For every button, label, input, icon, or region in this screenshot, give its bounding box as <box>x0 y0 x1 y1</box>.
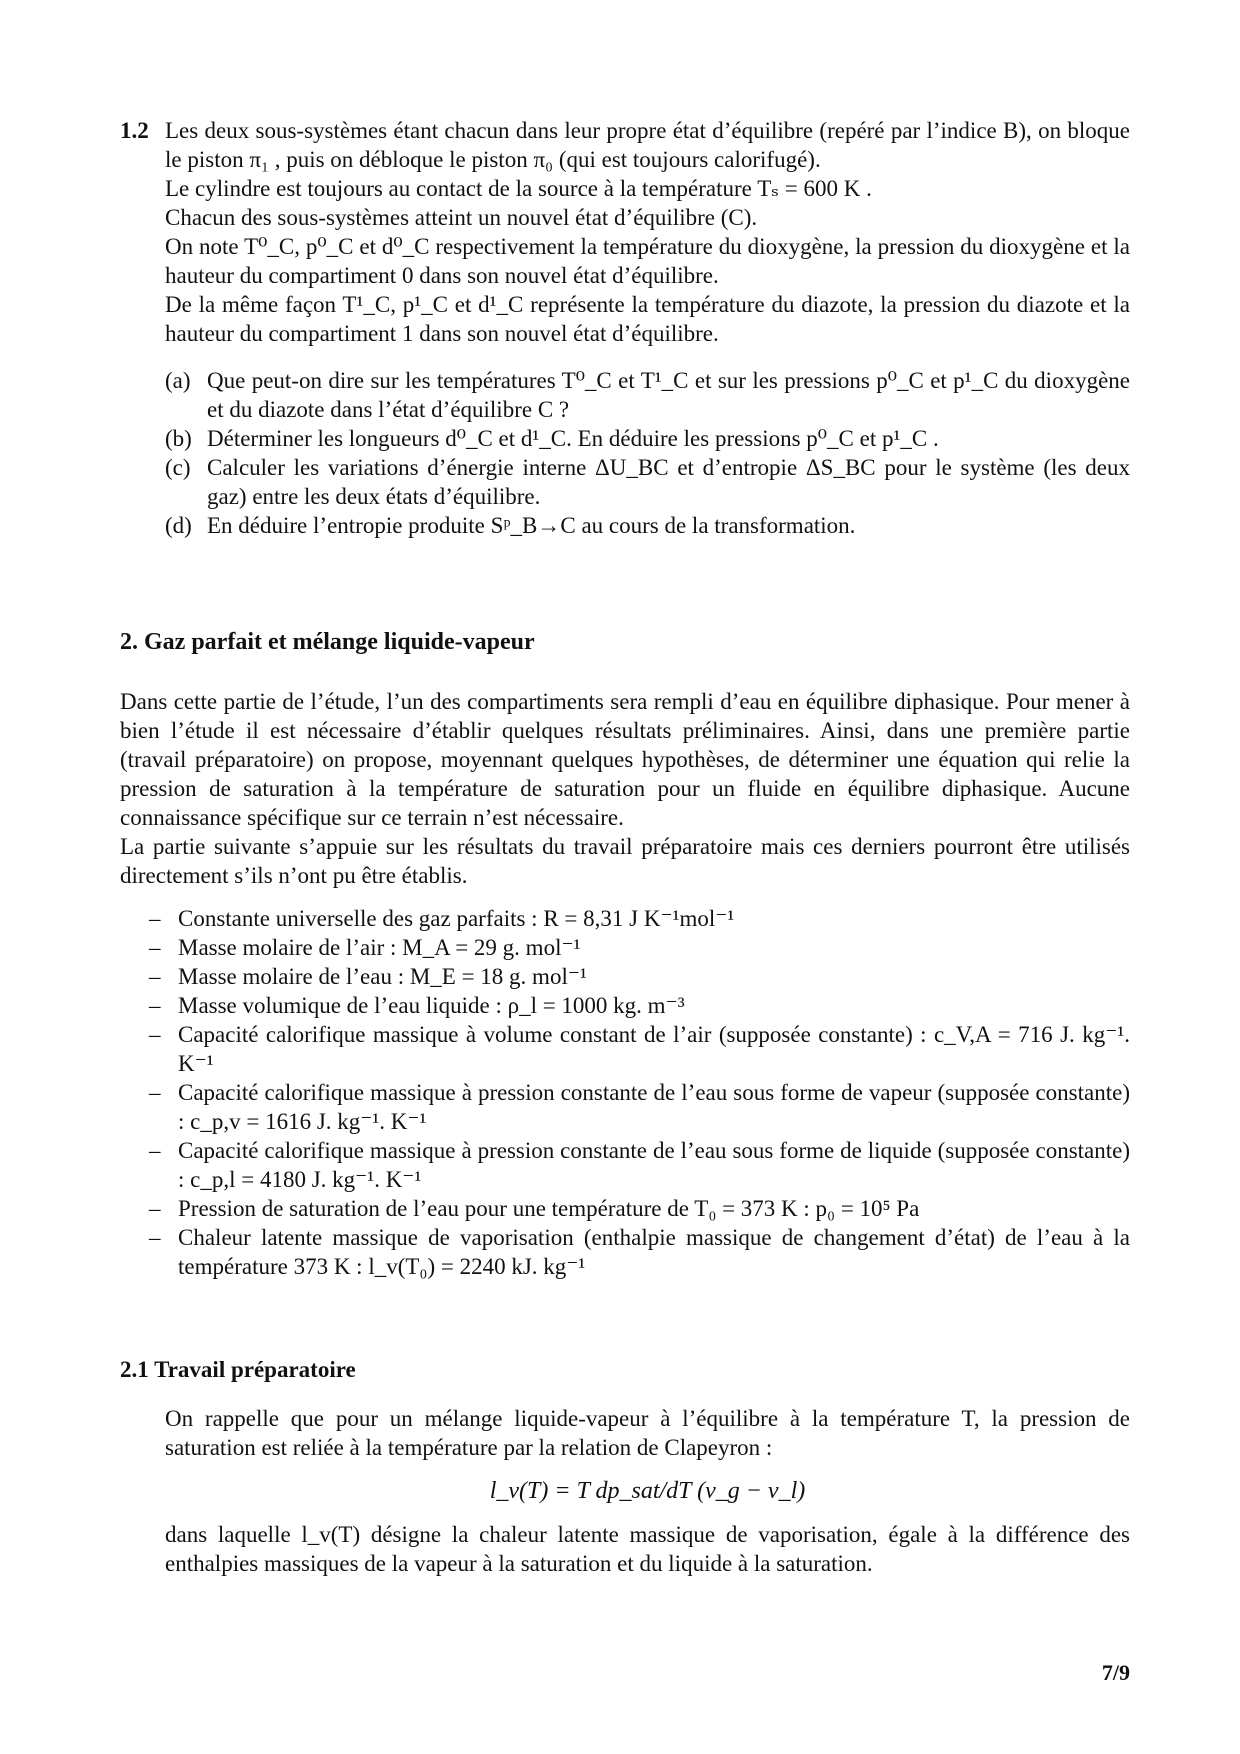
list-item: – Capacité calorifique massique à volume constant de l’air (supposée constante) : c_V,A = 716 J. kg⁻¹. K⁻¹ <box>149 1022 1130 1076</box>
q12-paragraph: On note T⁰_C, p⁰_C et d⁰_C respectivement la température du dioxygène, la pression du dioxygène et la hauteur du compartiment 0 dans son nouvel état d’équilibre. <box>165 234 1130 288</box>
list-item: – Chaleur latente massique de vaporisation (enthalpie massique de changement d’état) de l’eau à la température 373 K : l_v(T₀) = 2240 kJ. kg⁻¹ <box>149 1225 1130 1279</box>
list-item: – Capacité calorifique massique à pression constante de l’eau sous forme de vapeur (supposée constante) : c_p,v = 1616 J. kg⁻¹. K⁻¹ <box>149 1080 1130 1134</box>
q12-paragraph: Chacun des sous-systèmes atteint un nouvel état d’équilibre (C). <box>165 205 758 230</box>
section-2 <box>120 628 1130 1281</box>
list-item: – Constante universelle des gaz parfaits : R = 8,31 J K⁻¹mol⁻¹ <box>149 906 735 931</box>
subquestion-b <box>165 424 1130 453</box>
subquestion-label: (a) <box>165 368 191 393</box>
constants-list <box>120 904 1130 1281</box>
subquestion-c <box>165 453 1130 511</box>
page-number: 7/9 <box>1101 1660 1130 1685</box>
question-1-2 <box>120 116 1130 540</box>
list-item: – Masse molaire de l’eau : M_E = 18 g. mol⁻¹ <box>149 964 587 989</box>
section-intro: La partie suivante s’appuie sur les résultats du travail préparatoire mais ces derniers pourront être utilisés directement s’ils n’ont pu être établis. <box>120 834 1130 888</box>
clapeyron-formula: l_v(T) = T dp_sat/dT (v_g − v_l) <box>489 1478 806 1504</box>
list-item: – Capacité calorifique massique à pression constante de l’eau sous forme de liquide (supposée constante) : c_p,l = 4180 J. kg⁻¹. K⁻¹ <box>149 1138 1130 1192</box>
subquestion-text: Que peut-on dire sur les températures T⁰_C et T¹_C et sur les pressions p⁰_C et p¹_C du dioxygène et du diazote dans l’état d’équilibre C ? <box>207 368 1130 422</box>
subquestion-label: (b) <box>165 426 192 451</box>
q12-paragraph: De la même façon T¹_C, p¹_C et d¹_C représente la température du diazote, la pression du diazote et la hauteur du compartiment 1 dans son nouvel état d’équilibre. <box>165 292 1130 346</box>
list-item: – Pression de saturation de l’eau pour une température de T₀ = 373 K : p₀ = 10⁵ Pa <box>149 1196 920 1221</box>
subquestion-d <box>165 511 1130 540</box>
subquestion-label: (d) <box>165 513 192 538</box>
q12-paragraph: Le cylindre est toujours au contact de la source à la température Tₛ = 600 K . <box>165 176 872 201</box>
subquestion-a <box>165 366 1130 424</box>
subquestion-text: Calculer les variations d’énergie interne ΔU_BC et d’entropie ΔS_BC pour le système (les deux gaz) entre les deux états d’équilibre. <box>207 455 1130 509</box>
section-title: 2. Gaz parfait et mélange liquide-vapeur <box>120 629 535 655</box>
section-2-1 <box>120 1355 1130 1578</box>
q12-subquestions <box>165 366 1130 540</box>
list-item: – Masse volumique de l’eau liquide : ρ_l = 1000 kg. m⁻³ <box>149 993 685 1018</box>
subsection-paragraph: dans laquelle l_v(T) désigne la chaleur latente massique de vaporisation, égale à la différence des enthalpies massiques de la vapeur à la saturation et du liquide à la saturation. <box>165 1522 1130 1576</box>
q12-paragraph: Les deux sous-systèmes étant chacun dans leur propre état d’équilibre (repéré par l’indice B), on bloque le piston π₁ , puis on débloque le piston π₀ (qui est toujours calorifugé). <box>165 118 1130 172</box>
subquestion-text: En déduire l’entropie produite Sᵖ_B→C au cours de la transformation. <box>207 513 856 538</box>
subsection-paragraph: On rappelle que pour un mélange liquide-vapeur à l’équilibre à la température T, la pression de saturation est reliée à la température par la relation de Clapeyron : <box>165 1406 1130 1460</box>
list-item: – Masse molaire de l’air : M_A = 29 g. mol⁻¹ <box>149 935 581 960</box>
subquestion-text: Déterminer les longueurs d⁰_C et d¹_C. En déduire les pressions p⁰_C et p¹_C . <box>207 426 939 451</box>
subquestion-label: (c) <box>165 455 191 480</box>
subsection-title: 2.1 Travail préparatoire <box>120 1357 356 1382</box>
question-number: 1.2 <box>120 118 149 143</box>
section-intro: Dans cette partie de l’étude, l’un des compartiments sera rempli d’eau en équilibre diphasique. Pour mener à bien l’étude il est nécessaire d’établir quelques résultats préliminaires. Ainsi, dans une première partie (travail préparatoire) on propose, moyennant quelques hypothèses, de déterminer une équation qui relie la pression de saturation à la température de saturation pour un fluide en équilibre diphasique. Aucune connaissance spécifique sur ce terrain n’est nécessaire. <box>120 689 1130 830</box>
